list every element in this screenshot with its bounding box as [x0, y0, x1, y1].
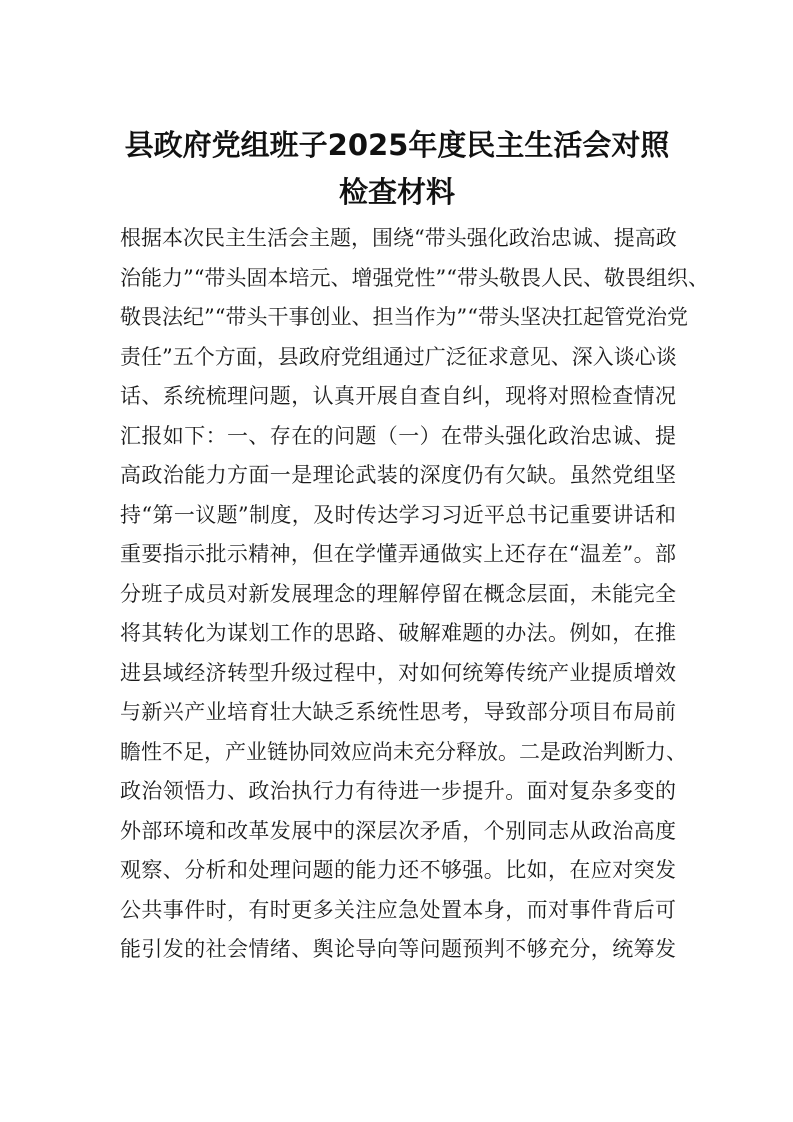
body-line: 将其转化为谋划工作的思路、破解难题的办法。例如，在推	[120, 621, 676, 645]
body-line: 治能力”“带头固本培元、增强党性”“带头敬畏人民、敬畏组织、	[120, 265, 709, 290]
body-line: 政治领悟力、政治执行力有待进一步提升。面对复杂多变的	[120, 779, 676, 803]
body-line: 根据本次民主生活会主题，围绕“带头强化政治忠诚、提高政	[120, 226, 677, 250]
body-paragraph	[120, 219, 709, 970]
document-title	[112, 122, 682, 216]
body-line: 责任”五个方面，县政府党组通过广泛征求意见、深入谈心谈	[120, 344, 677, 369]
body-line: 公共事件时，有时更多关注应急处置本身，而对事件背后可	[120, 897, 676, 922]
body-line: 高政治能力方面一是理论武装的深度仍有欠缺。虽然党组坚	[120, 463, 676, 487]
body-line: 进县域经济转型升级过程中，对如何统筹传统产业提质增效	[120, 660, 676, 685]
body-line: 话、系统梳理问题，认真开展自查自纠，现将对照检查情况	[120, 384, 676, 408]
title-line: 检查材料	[338, 175, 455, 209]
body-line: 瞻性不足，产业链协同效应尚未充分释放。二是政治判断力、	[120, 739, 687, 764]
body-line: 观察、分析和处理问题的能力还不够强。比如，在应对突发	[120, 858, 676, 882]
body-line: 能引发的社会情绪、舆论导向等问题预判不够充分，统筹发	[120, 937, 676, 961]
body-line: 重要指示批示精神，但在学懂弄通做实上还存在“温差”。部	[120, 542, 676, 566]
body-line: 敬畏法纪”“带头干事创业、担当作为”“带头坚决扛起管党治党	[120, 305, 688, 329]
body-line: 与新兴产业培育壮大缺乏系统性思考，导致部分项目布局前	[120, 700, 676, 724]
body-line: 持“第一议题”制度，及时传达学习习近平总书记重要讲话和	[120, 502, 676, 527]
body-line: 分班子成员对新发展理念的理解停留在概念层面，未能完全	[120, 581, 676, 606]
title-line: 县政府党组班子2025年度民主生活会对照	[124, 128, 670, 162]
body-line: 汇报如下：一、存在的问题（一）在带头强化政治忠诚、提	[120, 423, 676, 448]
body-line: 外部环境和改革发展中的深层次矛盾，个别同志从政治高度	[120, 818, 676, 843]
